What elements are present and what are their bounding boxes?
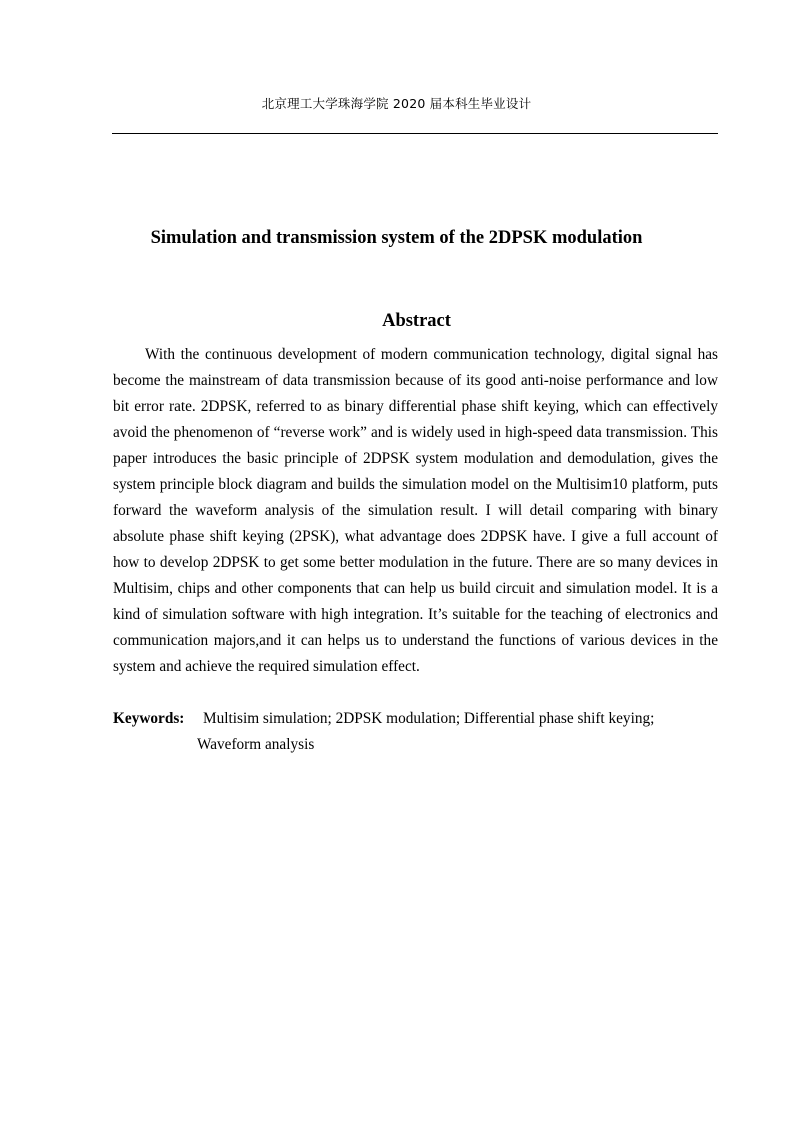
keywords-line-2 xyxy=(113,732,718,758)
keywords-text-1: Multisim simulation; 2DPSK modulation; Differential phase shift keying; xyxy=(203,710,655,727)
keywords-label: Keywords: xyxy=(113,710,185,727)
keywords-block xyxy=(113,706,718,758)
keywords-line-1 xyxy=(113,706,718,732)
paper-title: Simulation and transmission system of the 2DPSK modulation xyxy=(150,228,643,248)
keywords-text-2: Waveform analysis xyxy=(197,736,315,753)
abstract-body: With the continuous development of modern communication technology, digital signal has become the mainstream of data transmission because of its good anti-noise performance and low bit error rate. 2DPSK, referred to as binary differential phase shift keying, which can effectively avoid the phenomenon of “reverse work” and is widely used in high-speed data transmission. This paper introduces the basic principle of 2DPSK system modulation and demodulation, gives the system principle block diagram and builds the simulation model on the Multisim10 platform, puts forward the waveform analysis of the simulation result. I will detail comparing with binary absolute phase shift keying (2PSK), what advantage does 2DPSK have. I give a full account of how to develop 2DPSK to get some better modulation in the future. There are so many devices in Multisim, chips and other components that can help us build circuit and simulation model. It is a kind of simulation software with high integration. It’s suitable for the teaching of electronics and communication majors,and it can helps us to understand the functions of various devices in the system and achieve the required simulation effect. xyxy=(113,346,718,675)
running-header: 北京理工大学珠海学院 2020 届本科生毕业设计 xyxy=(261,96,532,111)
abstract-heading: Abstract xyxy=(382,311,451,331)
header-divider xyxy=(112,133,718,134)
